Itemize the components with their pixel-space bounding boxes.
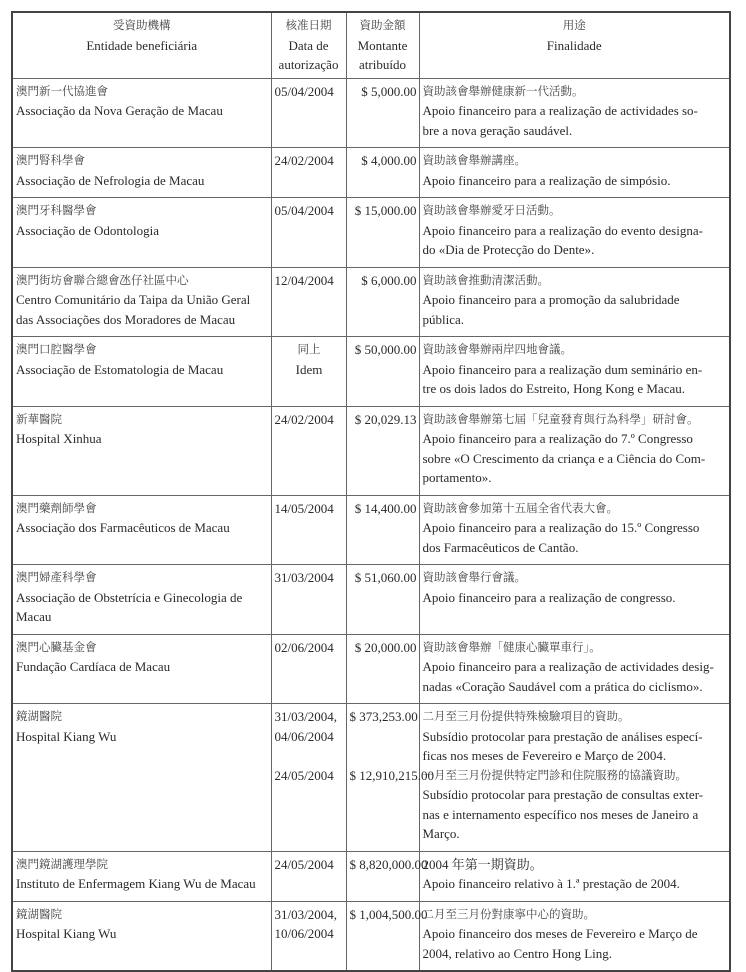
entity-line: 新華醫院	[16, 411, 62, 426]
table-row	[12, 851, 730, 901]
date-line: 24/02/2004	[274, 411, 334, 427]
date-line: 12/04/2004	[274, 272, 334, 288]
entity-cell	[12, 901, 271, 971]
entity-line: Associação da Nova Geração de Macau	[16, 103, 223, 118]
purpose-line: bre a nova geração saudável.	[422, 122, 573, 138]
entity-line: Associação de Odontologia	[16, 222, 159, 238]
table-row	[12, 198, 730, 268]
purpose-line: 二月至三月份對康寧中心的資助。	[422, 906, 595, 921]
purpose-line: Apoio financeiro para a realização do 15.º Congresso	[422, 520, 700, 535]
header-purpose-zh: 用途	[562, 18, 586, 32]
date-line: 31/03/2004,	[274, 709, 337, 724]
date-line: 05/04/2004	[274, 83, 334, 99]
purpose-cell	[419, 851, 730, 901]
date-cell	[271, 78, 346, 148]
entity-line: 澳門牙科醫學會	[16, 203, 97, 217]
entity-line: Instituto de Enfermagem Kiang Wu de Macau	[16, 876, 256, 891]
entity-line: Macau	[16, 609, 52, 624]
amount-line: $ 20,000.00	[354, 639, 417, 655]
date-line: 05/04/2004	[274, 203, 334, 218]
purpose-cell	[419, 337, 730, 407]
amount-line: $ 14,400.00	[354, 500, 417, 516]
date-cell	[271, 148, 346, 198]
header-amount-zh: 資助金額	[359, 18, 406, 32]
entity-line: 澳門新一代協進會	[16, 83, 108, 98]
entity-line: 澳門婦產科學會	[16, 570, 97, 584]
table-row	[12, 901, 730, 971]
subsidy-table	[11, 11, 731, 972]
amount-cell	[346, 267, 419, 337]
purpose-cell	[419, 704, 730, 852]
date-cell	[271, 851, 346, 901]
entity-line: Associação de Nefrologia de Macau	[16, 172, 205, 188]
table-row	[12, 267, 730, 337]
purpose-line: nas e internamento específico nos meses de Janeiro a	[422, 806, 699, 822]
amount-cell	[346, 634, 419, 704]
entity-line: Associação dos Farmacêuticos de Macau	[16, 520, 230, 535]
entity-line: 澳門藥劑師學會	[16, 500, 97, 515]
purpose-cell	[419, 901, 730, 971]
entity-line: Hospital Kiang Wu	[16, 728, 117, 744]
entity-cell	[12, 148, 271, 198]
header-purpose	[419, 12, 730, 78]
header-entity-zh: 受資助機構	[113, 18, 171, 32]
header-amount-pt-1: Montante	[357, 37, 408, 53]
purpose-line: nadas «Coração Saudável com a prática do ciclismo».	[422, 678, 703, 694]
header-entity-pt: Entidade beneficiária	[86, 37, 198, 53]
purpose-line: 資助該會舉行會議。	[422, 570, 526, 584]
date-line: 10/06/2004	[274, 926, 334, 941]
date-cell	[271, 406, 346, 495]
header-date-pt-2: autorização	[278, 57, 339, 72]
purpose-cell	[419, 634, 730, 704]
amount-line	[350, 727, 417, 747]
purpose-line: sobre «O Crescimento da criança e a Ciência do Com-	[422, 450, 706, 466]
amount-line: $ 4,000.00	[361, 153, 417, 168]
entity-line: 澳門鏡湖護理學院	[16, 856, 108, 871]
entity-line: 澳門口腔醫學會	[16, 342, 97, 356]
entity-cell	[12, 198, 271, 268]
purpose-cell	[419, 406, 730, 495]
entity-line: 澳門心臟基金會	[16, 639, 97, 654]
entity-line: Centro Comunitário da Taipa da União Geral	[16, 292, 251, 307]
purpose-line: portamento».	[422, 470, 492, 485]
entity-cell	[12, 704, 271, 852]
purpose-line: Março.	[422, 826, 460, 841]
purpose-line: 2004, relativo ao Centro Hong Ling.	[422, 945, 613, 961]
purpose-line: Apoio financeiro para a realização dum seminário en-	[422, 361, 703, 377]
purpose-line: 資助該會舉辦健康新一代活動。	[422, 83, 584, 98]
header-amount-pt-2: atribuído	[359, 57, 406, 72]
amount-cell	[346, 495, 419, 565]
purpose-line: pública.	[422, 311, 465, 327]
purpose-line: Apoio financeiro para a realização de actividades so-	[422, 103, 698, 118]
purpose-line: 資助該會舉辦兩岸四地會議。	[422, 342, 572, 356]
purpose-line: ficas nos meses de Fevereiro e Março de 2004.	[422, 748, 667, 763]
table-row	[12, 337, 730, 407]
date-line: 24/05/2004	[274, 767, 334, 783]
amount-line: $ 5,000.00	[361, 83, 417, 99]
purpose-line: Apoio financeiro relativo à 1.ª prestação de 2004.	[422, 876, 680, 891]
table-row	[12, 148, 730, 198]
entity-cell	[12, 495, 271, 565]
table-body	[12, 78, 730, 971]
purpose-line: Apoio financeiro dos meses de Fevereiro e Março de	[422, 926, 698, 941]
entity-cell	[12, 337, 271, 407]
amount-line: $ 15,000.00	[354, 203, 417, 218]
amount-cell	[346, 148, 419, 198]
purpose-line: 資助該會舉辦第七屆「兒童發育與行為科學」研討會。	[422, 411, 699, 426]
date-line: Idem	[295, 361, 323, 377]
date-cell	[271, 198, 346, 268]
purpose-line: Apoio financeiro para a realização de congresso.	[422, 589, 676, 605]
entity-line: Associação de Estomatologia de Macau	[16, 361, 224, 377]
purpose-line: Apoio financeiro para a realização do 7.º Congresso	[422, 431, 693, 446]
date-cell	[271, 267, 346, 337]
purpose-cell	[419, 198, 730, 268]
entity-line: Fundação Cardíaca de Macau	[16, 659, 171, 674]
purpose-line: 資助該會舉辦愛牙日活動。	[422, 203, 561, 217]
table-row	[12, 565, 730, 635]
table-row	[12, 78, 730, 148]
amount-cell	[346, 851, 428, 901]
purpose-line: 資助該會參加第十五屆全省代表大會。	[422, 500, 618, 515]
amount-line: $ 51,060.00	[354, 570, 417, 585]
purpose-line: 資助該會舉辦「健康心臟單車行」。	[422, 639, 601, 654]
date-cell	[271, 634, 346, 704]
header-purpose-pt: Finalidade	[546, 37, 602, 53]
purpose-line: Apoio financeiro para a realização do evento designa-	[422, 222, 703, 238]
amount-line: $ 20,029.13	[354, 411, 417, 427]
table-row	[12, 495, 730, 565]
amount-line	[350, 746, 417, 766]
header-entity	[12, 12, 271, 78]
purpose-line: tre os dois lados do Estreito, Hong Kong e Macau.	[422, 381, 685, 396]
header-amount	[346, 12, 419, 78]
amount-line: $ 50,000.00	[354, 342, 417, 357]
date-cell	[271, 495, 346, 565]
purpose-line: Apoio financeiro para a promoção da salubridade	[422, 292, 680, 307]
date-line: 31/03/2004,	[274, 906, 337, 922]
date-line: 24/02/2004	[274, 153, 334, 168]
purpose-line: 資助該會舉辦講座。	[422, 153, 526, 167]
amount-line: $ 373,253.00	[349, 709, 418, 724]
purpose-line: Subsídio protocolar para prestação de análises especí-	[422, 728, 703, 744]
date-cell	[271, 337, 346, 407]
header-date-zh: 核准日期	[285, 18, 332, 32]
entity-line: 鏡湖醫院	[16, 709, 62, 723]
table-header-row	[12, 12, 730, 78]
purpose-cell	[419, 495, 730, 565]
date-cell	[271, 901, 346, 971]
amount-cell	[346, 78, 419, 148]
entity-line: das Associações dos Moradores de Macau	[16, 311, 236, 327]
amount-line: $ 8,820,000.00	[349, 856, 428, 872]
header-date	[271, 12, 346, 78]
purpose-line: 一月至三月份提供特定門診和住院服務的協議資助。	[422, 767, 687, 782]
entity-cell	[12, 634, 271, 704]
entity-line: Hospital Kiang Wu	[16, 926, 117, 941]
entity-line: 澳門街坊會聯合總會氹仔社區中心	[16, 272, 189, 287]
amount-line: $ 1,004,500.00	[349, 906, 428, 922]
date-line: 31/03/2004	[274, 570, 334, 585]
date-line: 14/05/2004	[274, 500, 334, 516]
entity-cell	[12, 78, 271, 148]
date-line	[275, 746, 334, 766]
date-line: 24/05/2004	[274, 856, 334, 872]
entity-line: Associação de Obstetrícia e Ginecologia de	[16, 589, 243, 605]
date-cell	[271, 704, 346, 852]
date-line: 04/06/2004	[274, 728, 334, 744]
date-line: 02/06/2004	[274, 639, 334, 655]
purpose-line: 資助該會推動清潔活動。	[422, 272, 549, 287]
amount-cell	[346, 198, 419, 268]
amount-line: $ 6,000.00	[361, 272, 417, 288]
amount-cell	[346, 901, 428, 971]
purpose-cell	[419, 267, 730, 337]
purpose-line: Apoio financeiro para a realização de simpósio.	[422, 172, 671, 188]
purpose-line: Apoio financeiro para a realização de actividades desig-	[422, 659, 714, 674]
header-date-pt-1: Data de	[288, 37, 329, 53]
table-row	[12, 634, 730, 704]
date-cell	[271, 565, 346, 635]
purpose-line: 2004 年第一期資助。	[422, 856, 543, 872]
amount-cell	[346, 337, 419, 407]
date-line: 同上	[297, 342, 321, 356]
purpose-line: do «Dia de Protecção do Dente».	[422, 242, 595, 257]
entity-line: Hospital Xinhua	[16, 431, 102, 446]
amount-cell	[346, 406, 419, 495]
entity-line: 鏡湖醫院	[16, 906, 62, 921]
purpose-cell	[419, 78, 730, 148]
amount-cell	[346, 565, 419, 635]
entity-cell	[12, 851, 271, 901]
entity-cell	[12, 565, 271, 635]
amount-line: $ 12,910,215.00	[349, 767, 434, 783]
entity-line: 澳門腎科學會	[16, 153, 85, 167]
entity-cell	[12, 267, 271, 337]
purpose-line: Subsídio protocolar para prestação de consultas exter-	[422, 787, 704, 802]
purpose-cell	[419, 565, 730, 635]
purpose-line: dos Farmacêuticos de Cantão.	[422, 539, 579, 555]
entity-cell	[12, 406, 271, 495]
purpose-cell	[419, 148, 730, 198]
table-row	[12, 704, 730, 852]
table-row	[12, 406, 730, 495]
amount-cell	[346, 704, 434, 852]
purpose-line: 二月至三月份提供特殊檢驗項目的資助。	[422, 709, 630, 723]
